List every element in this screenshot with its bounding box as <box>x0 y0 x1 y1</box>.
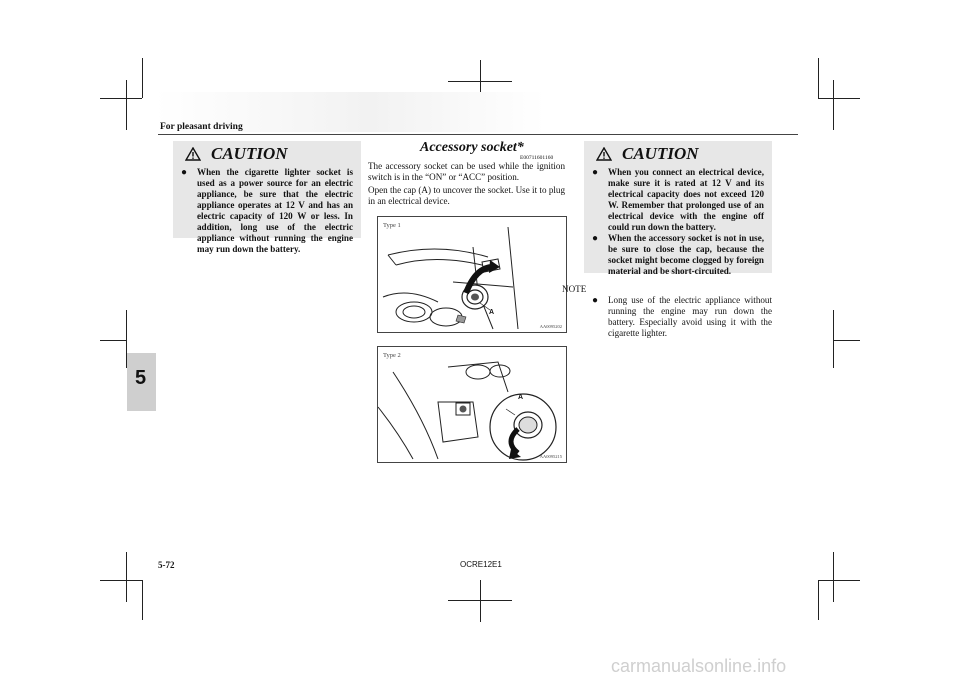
note-bullet <box>592 295 772 339</box>
note-item <box>592 295 772 339</box>
accessory-socket-illustration-2 <box>378 347 566 462</box>
caution-title: CAUTION <box>211 144 288 163</box>
caution-text: When the accessory socket is not in use, be sure to close the cap, because the socket might become clogged by foreign material and be short-circuited. <box>608 233 764 276</box>
bullet-icon: ● <box>592 233 599 244</box>
running-header: For pleasant driving <box>160 122 243 132</box>
body-paragraph-1: The accessory socket can be used while the ignition switch is in the “ON” or “ACC” position. <box>368 161 565 182</box>
figure-code: AA0095202 <box>539 324 562 329</box>
header-rule <box>158 134 798 135</box>
page-number: 5-72 <box>158 560 175 570</box>
warning-triangle-icon <box>596 147 612 161</box>
caution-header <box>173 141 361 167</box>
figure-type-2 <box>377 346 567 463</box>
caution-bullet <box>592 233 764 277</box>
section-title: Accessory socket* <box>420 140 524 155</box>
warning-triangle-icon <box>185 147 201 161</box>
chapter-tab <box>127 353 156 411</box>
caution-text: When the cigarette lighter socket is used as a power source for an electric appliance, be sure that the electric appliance operates at 12 V and has an electric capacity of 120 W or less. In addition, long use of the electric appliance without running the engine may run down the battery. <box>197 167 353 254</box>
caution-title: CAUTION <box>622 144 699 163</box>
note-label: NOTE <box>562 284 587 294</box>
caution-text: When you connect an electrical device, make sure it is rated at 12 V and its electrical capacity does not exceed 120 W. Remember that prolonged use of an electrical device with the engine off could run down the battery. <box>608 167 764 232</box>
note-text: Long use of the electric appliance without running the engine may run down the battery. Especially avoid using it with the cigarette lighter. <box>608 295 772 338</box>
caution-bullet <box>592 167 764 233</box>
caution-box-left <box>173 141 361 254</box>
bullet-icon: ● <box>181 167 188 178</box>
figure-label: Type 1 <box>383 222 401 229</box>
callout-a: A <box>518 394 524 401</box>
caution-header <box>584 141 772 167</box>
document-code: OCRE12E1 <box>460 560 502 569</box>
accessory-socket-illustration-1 <box>378 217 566 332</box>
bullet-icon: ● <box>592 167 599 178</box>
bullet-icon: ● <box>592 295 599 306</box>
figure-type-1 <box>377 216 567 333</box>
callout-a: A <box>489 309 495 316</box>
figure-code: AA0095215 <box>539 454 562 459</box>
figure-label: Type 2 <box>383 352 401 359</box>
chapter-number: 5 <box>135 367 147 389</box>
watermark: carmanualsonline.info <box>611 656 787 676</box>
section-code: E00711601160 <box>520 155 554 161</box>
caution-bullet <box>181 167 353 255</box>
caution-box-right <box>584 141 772 276</box>
body-paragraph-2: Open the cap (A) to uncover the socket. Use it to plug in an electrical device. <box>368 185 565 206</box>
